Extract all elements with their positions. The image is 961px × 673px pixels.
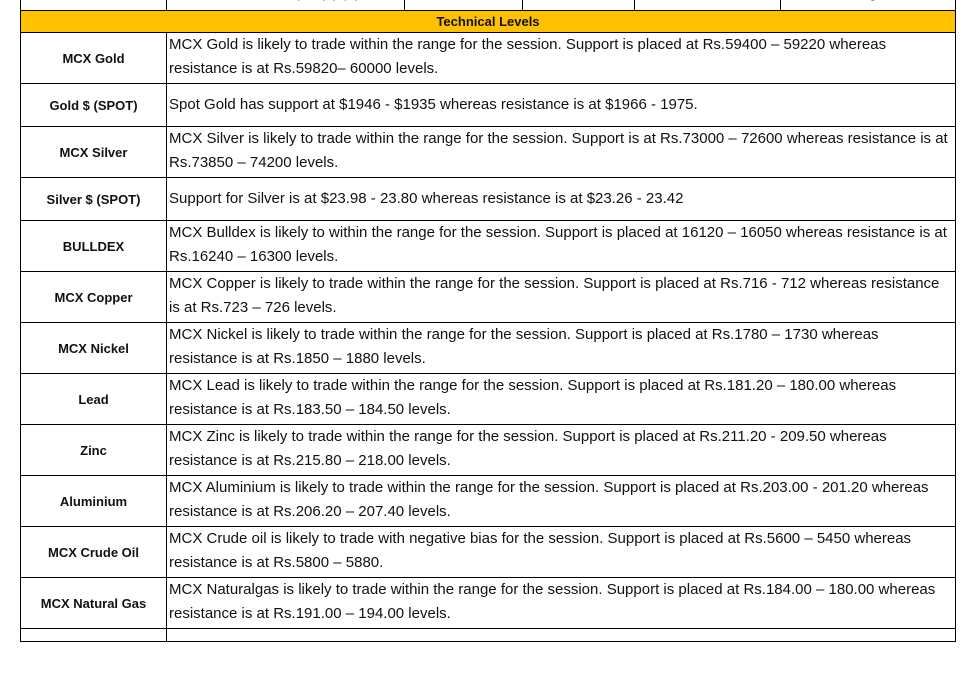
commodity-levels: MCX Bulldex is likely to within the range for the session. Support is placed at 16120 – 16050 whereas resistance is at Rs.16240 – 16300 levels. (167, 221, 956, 272)
event-time (21, 0, 167, 10)
event-actual (523, 0, 635, 10)
technical-levels-sheet (20, 0, 955, 642)
commodity-levels: MCX Gold is likely to trade within the range for the session. Support is placed at Rs.59400 – 59220 whereas resistance is at Rs.59820– 60000 levels. (167, 33, 956, 84)
table-row (21, 272, 956, 323)
commodity-name: BULLDEX (21, 221, 167, 272)
event-country (405, 0, 523, 10)
economic-calendar-row (21, 0, 956, 11)
commodity-levels: MCX Naturalgas is likely to trade within the range for the session. Support is placed at Rs.184.00 – 180.00 whereas resistance is at Rs.191.00 – 194.00 levels. (167, 578, 956, 629)
commodity-levels: MCX Crude oil is likely to trade with negative bias for the session. Support is placed at Rs.5600 – 5450 whereas resistance is at Rs.5800 – 5880. (167, 527, 956, 578)
table-row (21, 425, 956, 476)
commodity-name: MCX Natural Gas (21, 578, 167, 629)
commodity-name: MCX Copper (21, 272, 167, 323)
commodity-name: Gold $ (SPOT) (21, 84, 167, 127)
table-row (21, 578, 956, 629)
commodity-levels: Support for Silver is at $23.98 - 23.80 whereas resistance is at $23.26 - 23.42 (167, 178, 956, 221)
commodity-levels: MCX Copper is likely to trade within the range for the session. Support is placed at Rs.716 - 712 whereas resistance is at Rs.723 – 726 levels. (167, 272, 956, 323)
commodity-name: MCX Silver (21, 127, 167, 178)
section-title: Technical Levels (21, 11, 956, 33)
table-row-partial (21, 629, 956, 642)
commodity-levels: Spot Gold has support at $1946 - $1935 whereas resistance is at $1966 - 1975. (167, 84, 956, 127)
event-impact (781, 0, 954, 10)
commodity-name: Zinc (21, 425, 167, 476)
commodity-levels: MCX Lead is likely to trade within the range for the session. Support is placed at Rs.181.20 – 180.00 whereas resistance is at Rs.183.50 – 184.50 levels. (167, 374, 956, 425)
table-row (21, 374, 956, 425)
event-previous (635, 0, 781, 10)
commodity-name: Lead (21, 374, 167, 425)
table-row (21, 178, 956, 221)
commodity-name: MCX Nickel (21, 323, 167, 374)
commodity-name: Aluminium (21, 476, 167, 527)
table-row (21, 221, 956, 272)
commodity-levels: MCX Silver is likely to trade within the range for the session. Support is at Rs.73000 – 72600 whereas resistance is at Rs.73850 – 74200 levels. (167, 127, 956, 178)
commodity-levels: MCX Aluminium is likely to trade within the range for the session. Support is placed at Rs.203.00 - 201.20 whereas resistance is at Rs.206.20 – 207.40 levels. (167, 476, 956, 527)
commodity-name: MCX Gold (21, 33, 167, 84)
technical-levels-table (20, 0, 956, 642)
commodity-name: Silver $ (SPOT) (21, 178, 167, 221)
table-row (21, 476, 956, 527)
table-row (21, 527, 956, 578)
commodity-levels: MCX Nickel is likely to trade within the range for the session. Support is placed at Rs.1780 – 1730 whereas resistance is at Rs.1850 – 1880 levels. (167, 323, 956, 374)
commodity-name: MCX Crude Oil (21, 527, 167, 578)
event-name (167, 0, 405, 10)
table-row (21, 33, 956, 84)
table-row (21, 323, 956, 374)
commodity-levels: MCX Zinc is likely to trade within the range for the session. Support is placed at Rs.211.20 - 209.50 whereas resistance is at Rs.215.80 – 218.00 levels. (167, 425, 956, 476)
table-row (21, 127, 956, 178)
section-header-row (21, 11, 956, 33)
table-row (21, 84, 956, 127)
